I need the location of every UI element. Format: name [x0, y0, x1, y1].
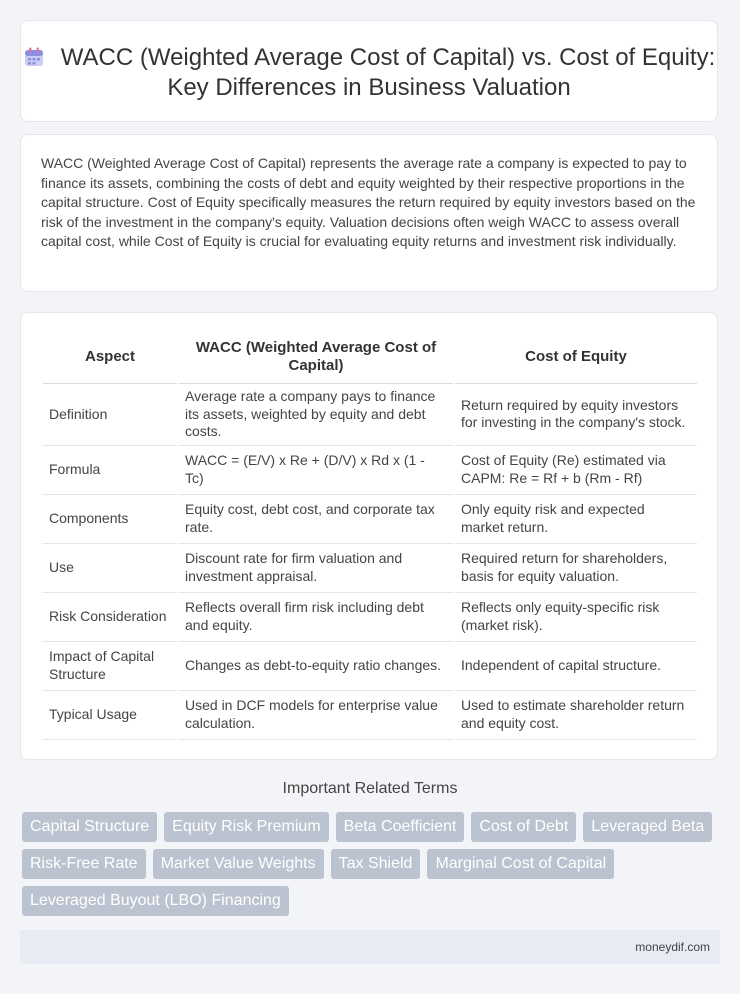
comparison-card — [20, 312, 718, 760]
table-row — [43, 691, 697, 740]
related-terms-title: Important Related Terms — [282, 780, 458, 797]
related-terms-list — [22, 812, 722, 916]
row-wacc: Changes as debt-to-equity ratio changes. — [179, 642, 453, 691]
related-tag[interactable]: Marginal Cost of Capital — [427, 849, 614, 879]
row-wacc: Used in DCF models for enterprise value calculation. — [179, 691, 453, 740]
row-equity: Independent of capital structure. — [455, 642, 697, 691]
page-title: WACC (Weighted Average Cost of Capital) vs. Cost of Equity: Key Differences in Business Valuation — [60, 44, 716, 101]
row-equity: Reflects only equity-specific risk (market risk). — [455, 593, 697, 642]
row-wacc: Reflects overall firm risk including debt and equity. — [179, 593, 453, 642]
row-equity: Only equity risk and expected market return. — [455, 495, 697, 544]
row-aspect: Definition — [43, 384, 177, 446]
title-card — [20, 20, 718, 122]
intro-paragraph: WACC (Weighted Average Cost of Capital) represents the average rate a company is expected to pay to finance its assets, combining the costs of debt and equity weighted by their respective proportions in the capital structure. Cost of Equity specifically measures the return required by equity investors based on the risk of the investment in the company's equity. Valuation decisions often weigh WACC to assess overall capital cost, while Cost of Equity is crucial for evaluating equity returns and investment risk individually. — [41, 155, 696, 249]
calendar-icon — [23, 46, 45, 68]
row-equity: Used to estimate shareholder return and equity cost. — [455, 691, 697, 740]
row-aspect: Formula — [43, 446, 177, 495]
table-row — [43, 544, 697, 593]
related-tag[interactable]: Risk-Free Rate — [22, 849, 146, 879]
related-tag[interactable]: Leveraged Beta — [583, 812, 712, 842]
table-row — [43, 495, 697, 544]
row-aspect: Use — [43, 544, 177, 593]
footer-site-link[interactable]: moneydif.com — [635, 940, 710, 954]
table-row — [43, 384, 697, 446]
intro-card — [20, 134, 718, 292]
table-header-row — [43, 331, 697, 384]
row-equity: Required return for shareholders, basis for equity valuation. — [455, 544, 697, 593]
table-row — [43, 446, 697, 495]
table-row — [43, 642, 697, 691]
comparison-table — [41, 331, 699, 740]
row-aspect: Risk Consideration — [43, 593, 177, 642]
row-wacc: WACC = (E/V) x Re + (D/V) x Rd x (1 - Tc) — [179, 446, 453, 495]
row-aspect: Impact of Capital Structure — [43, 642, 177, 691]
related-tag[interactable]: Equity Risk Premium — [164, 812, 328, 842]
row-equity: Return required by equity investors for investing in the company's stock. — [455, 384, 697, 446]
table-row — [43, 593, 697, 642]
header-aspect: Aspect — [43, 331, 177, 384]
related-tag[interactable]: Beta Coefficient — [336, 812, 465, 842]
page-title-wrap — [21, 43, 717, 103]
row-wacc: Equity cost, debt cost, and corporate tax rate. — [179, 495, 453, 544]
related-tag[interactable]: Market Value Weights — [153, 849, 324, 879]
footer — [20, 930, 720, 964]
related-tag[interactable]: Cost of Debt — [471, 812, 576, 842]
header-cost-of-equity: Cost of Equity — [455, 331, 697, 384]
row-equity: Cost of Equity (Re) estimated via CAPM: Re = Rf + b (Rm - Rf) — [455, 446, 697, 495]
row-wacc: Average rate a company pays to finance its assets, weighted by equity and debt costs. — [179, 384, 453, 446]
row-wacc: Discount rate for firm valuation and investment appraisal. — [179, 544, 453, 593]
related-tag[interactable]: Tax Shield — [331, 849, 421, 879]
row-aspect: Components — [43, 495, 177, 544]
row-aspect: Typical Usage — [43, 691, 177, 740]
related-tag[interactable]: Capital Structure — [22, 812, 157, 842]
header-wacc: WACC (Weighted Average Cost of Capital) — [179, 331, 453, 384]
related-tag[interactable]: Leveraged Buyout (LBO) Financing — [22, 886, 289, 916]
